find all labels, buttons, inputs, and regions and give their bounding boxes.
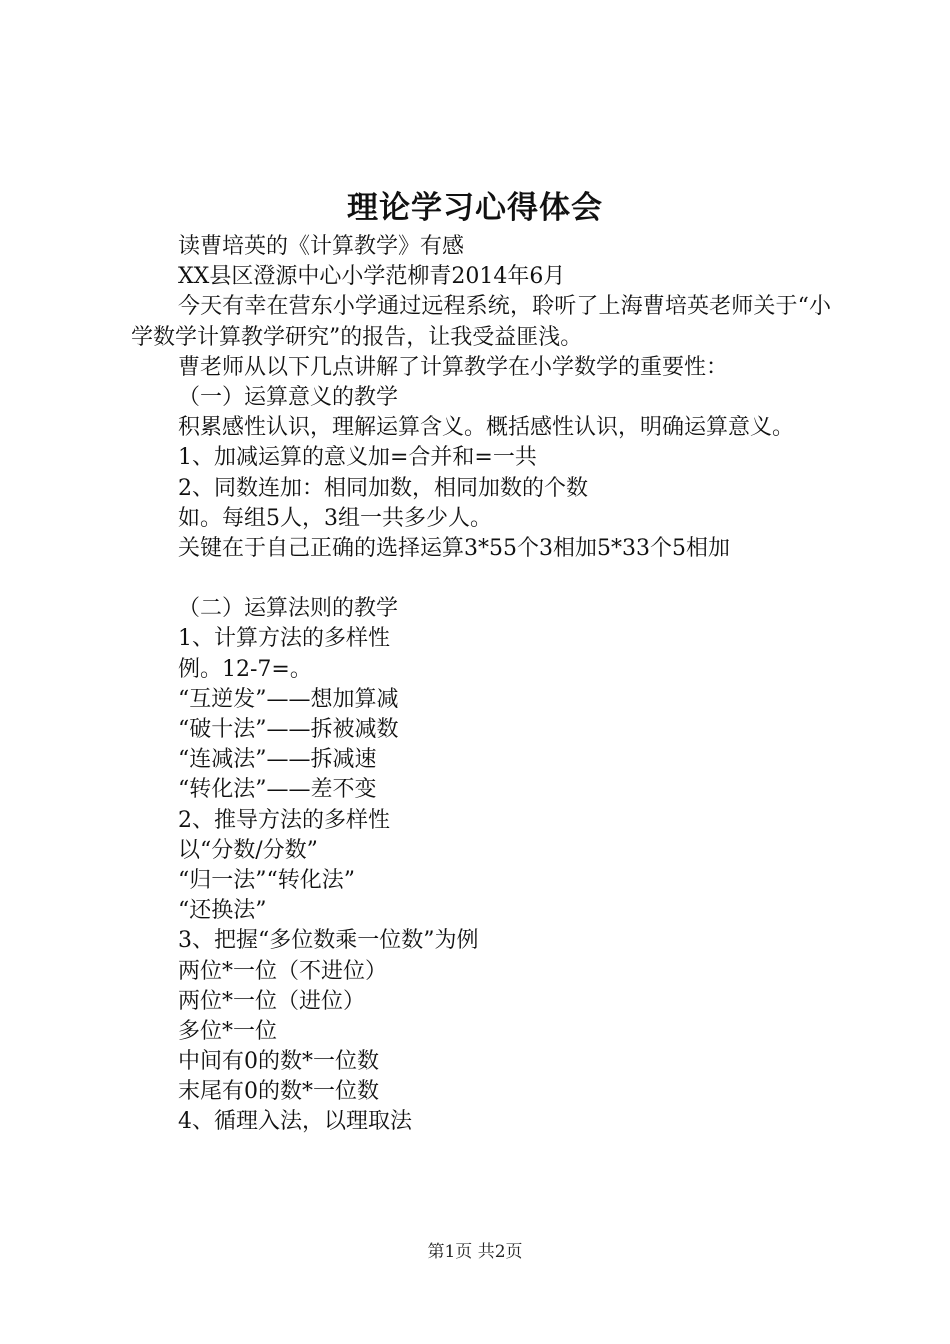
paragraph-line: 积累感性认识，理解运算含义。概括感性认识，明确运算意义。	[178, 415, 795, 441]
paragraph-line: “互逆发”——想加算减	[178, 686, 399, 712]
paragraph-line: 多位*一位	[178, 1018, 278, 1044]
blank-line	[131, 564, 831, 594]
paragraph-line: 1、计算方法的多样性	[178, 626, 390, 652]
paragraph-line: “连减法”——拆减速	[178, 747, 377, 773]
paragraph-line: 今天有幸在营东小学通过远程系统，聆听了上海曹培英老师关于“小学数学计算教学研究”的报告，让我受益匪浅。	[131, 294, 831, 350]
paragraph-line: “归一法”“转化法”	[178, 867, 355, 893]
paragraph-line: 以“分数/分数”	[178, 837, 318, 863]
paragraph-line: 末尾有0的数*一位数	[178, 1079, 379, 1105]
paragraph-line: 两位*一位（进位）	[178, 988, 366, 1014]
paragraph-line: “转化法”——差不变	[178, 777, 377, 803]
paragraph-line: 2、推导方法的多样性	[178, 807, 390, 833]
paragraph-line: 3、把握“多位数乘一位数”为例	[178, 928, 479, 954]
document-body	[131, 232, 831, 1138]
document-title: 理论学习心得体会	[347, 190, 603, 226]
paragraph-line: 曹老师从以下几点讲解了计算教学在小学数学的重要性：	[178, 354, 729, 380]
paragraph-line: 如。每组5人，3组一共多少人。	[178, 505, 492, 531]
page-footer: 第1页 共2页	[427, 1242, 523, 1262]
paragraph-line: 4、循理入法，以理取法	[178, 1109, 412, 1135]
paragraph-line: 两位*一位（不进位）	[178, 958, 388, 984]
paragraph-line: （一）运算意义的教学	[178, 384, 399, 410]
paragraph-line: “还换法”	[178, 898, 267, 924]
paragraph-line: 1、加减运算的意义加=合并和=一共	[178, 445, 537, 471]
paragraph-line: 中间有0的数*一位数	[178, 1049, 379, 1075]
paragraph-line: 例。12-7=。	[178, 656, 312, 682]
paragraph-line: 读曹培英的《计算教学》有感	[178, 234, 465, 259]
paragraph-line: （二）运算法则的教学	[178, 596, 399, 622]
paragraph-line: XX县区澄源中心小学范柳青2014年6月	[178, 264, 566, 290]
paragraph-line: 2、同数连加：相同加数，相同加数的个数	[178, 475, 588, 501]
paragraph-line: “破十法”——拆被减数	[178, 717, 399, 743]
paragraph-line: 关键在于自己正确的选择运算3*55个3相加5*33个5相加	[178, 535, 730, 561]
